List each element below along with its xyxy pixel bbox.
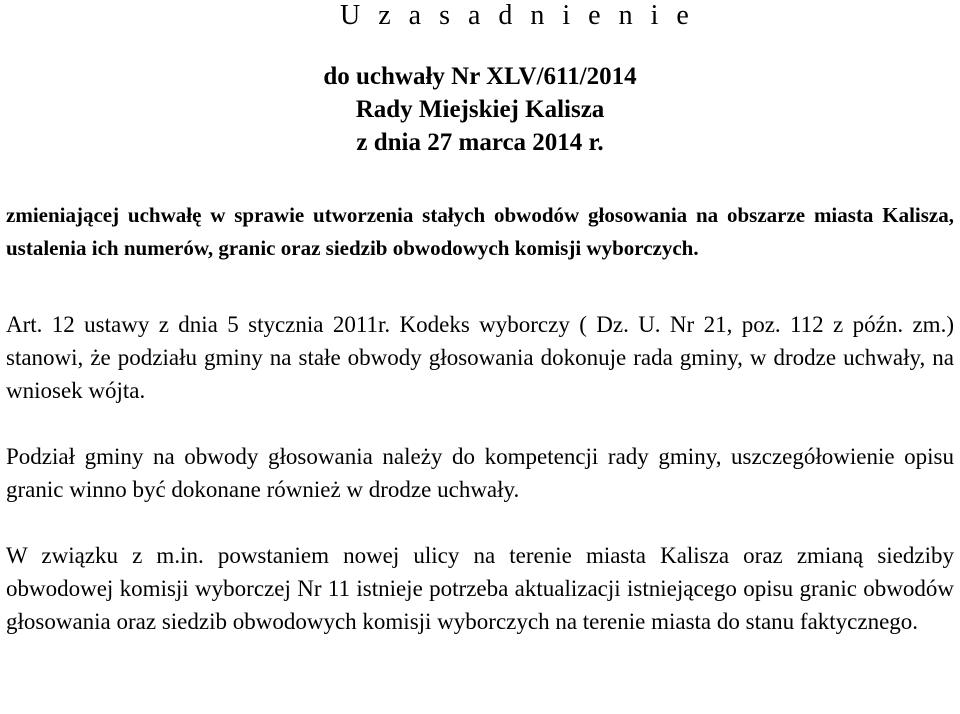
paragraph-competence: Podział gminy na obwody głosowania należy do kompetencji rady gminy, uszczegółowienie opisu granic winno być dokonane również w drodze uchwały. [6, 444, 954, 502]
resolution-subject: zmieniającej uchwałę w sprawie utworzenia stałych obwodów głosowania na obszarze miasta Kalisza, ustalenia ich numerów, granic oraz siedzib obwodowych komisji wyborczych. [6, 203, 954, 260]
document-title: U z a s a d n i e n i e [340, 0, 695, 31]
resolution-council: Rady Miejskiej Kalisza [355, 96, 605, 123]
paragraph-legal-basis: Art. 12 ustawy z dnia 5 stycznia 2011r. Kodeks wyborczy ( Dz. U. Nr 21, poz. 112 z późn. zm.) stanowi, że podziału gminy na stałe obwody głosowania dokonuje rada gminy, w drodze uchwały, na wniosek wójta. [6, 312, 954, 403]
document-page [6, 0, 954, 638]
resolution-date: z dnia 27 marca 2014 r. [356, 129, 604, 156]
paragraph-justification: W związku z m.in. powstaniem nowej ulicy na terenie miasta Kalisza oraz zmianą siedziby obwodowej komisji wyborczej Nr 11 istnieje potrzeba aktualizacji istniejącego opisu granic obwodów głosowania oraz siedzib obwodowych komisji wyborczych na terenie miasta do stanu faktycznego. [6, 543, 954, 634]
resolution-header [6, 60, 954, 159]
resolution-number: do uchwały Nr XLV/611/2014 [323, 63, 637, 90]
